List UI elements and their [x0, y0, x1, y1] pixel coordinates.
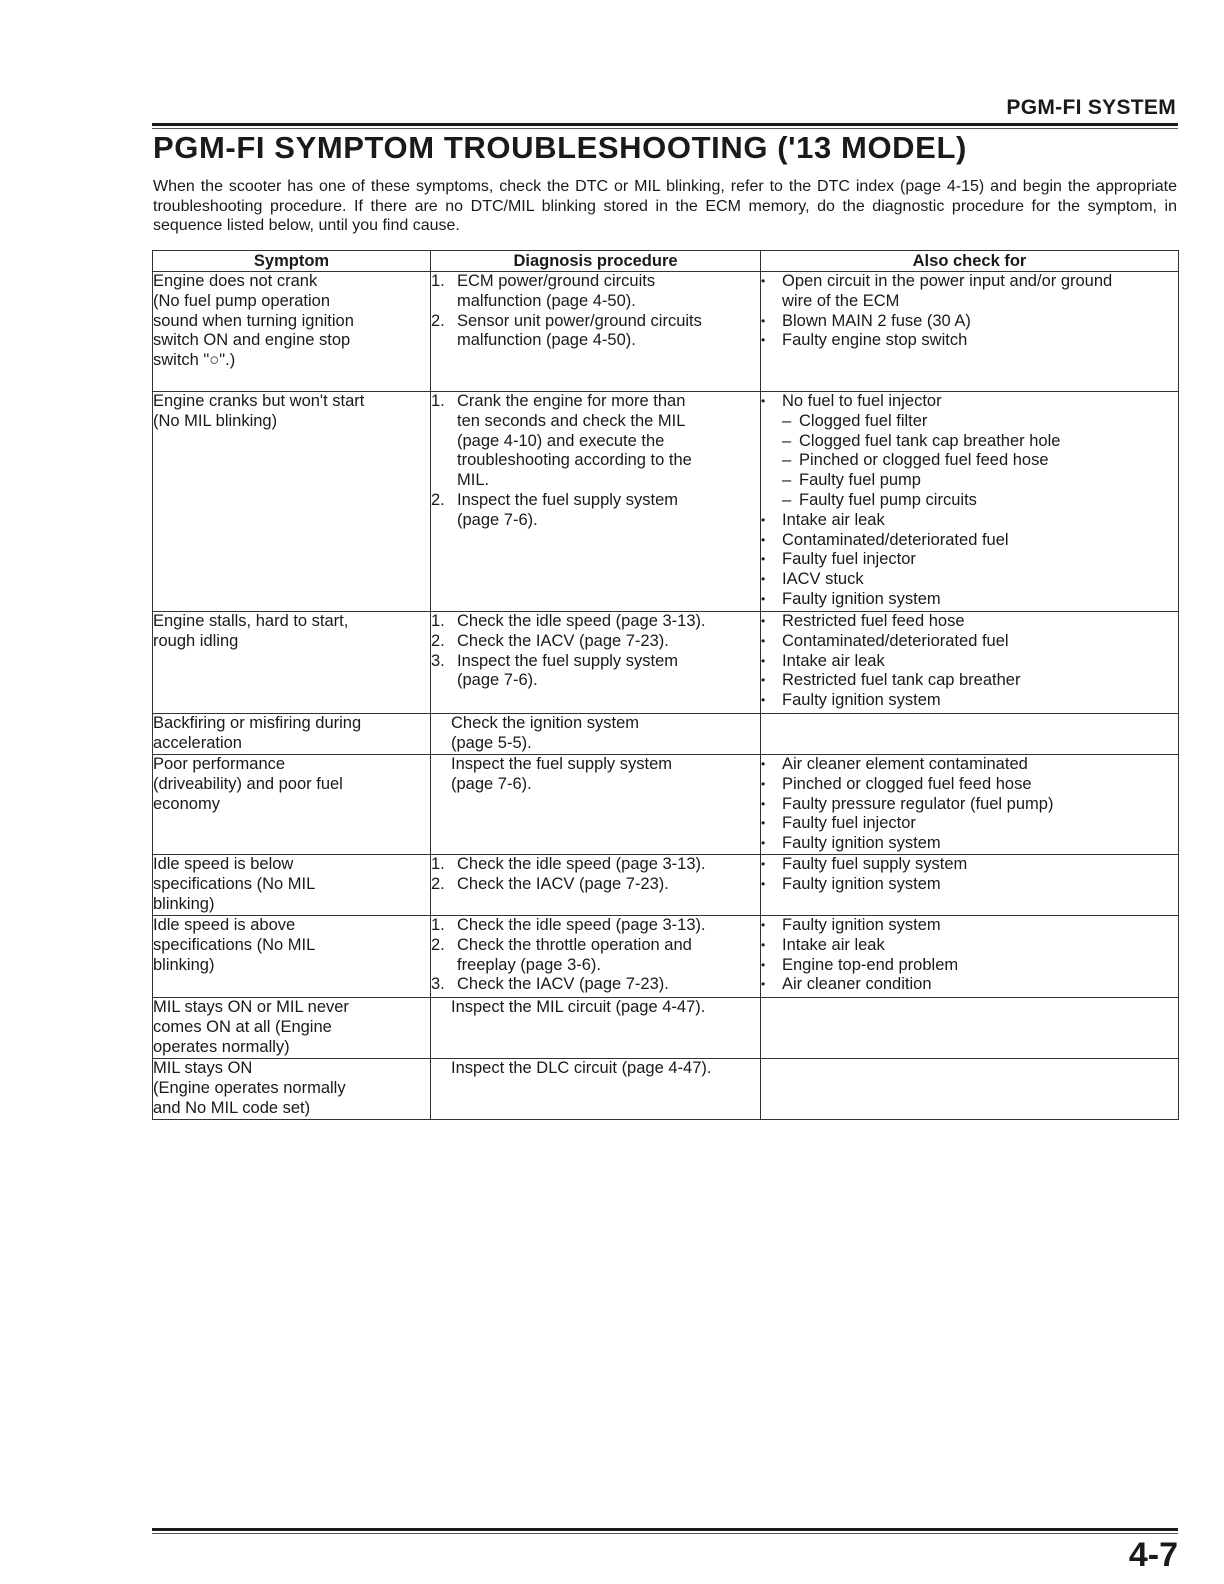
also-check-cell: [761, 612, 1179, 714]
check-item: [761, 775, 1178, 795]
table-row: [153, 272, 1179, 392]
also-check-cell: [761, 755, 1179, 855]
step-number: 2.: [431, 874, 445, 893]
bullet-icon: •: [761, 653, 766, 668]
table-header-row: [153, 251, 1179, 272]
bullet-icon: •: [761, 836, 766, 851]
bullet-icon: •: [761, 857, 766, 871]
check-item-text: Faulty fuel injector: [782, 550, 916, 569]
check-item: [761, 795, 1178, 815]
diagnosis-step: [431, 392, 760, 491]
symptom-cell: Engine stalls, hard to start, rough idling: [153, 612, 431, 714]
bullet-icon: •: [761, 957, 766, 972]
check-item: [761, 956, 1178, 976]
step-number: 2.: [431, 311, 445, 330]
diagnosis-cell: [431, 916, 761, 998]
bullet-icon: •: [761, 918, 766, 932]
table-row: [153, 855, 1179, 916]
check-item: [761, 612, 1178, 632]
check-item-text: Pinched or clogged fuel feed hose: [782, 774, 1032, 793]
bullet-icon: •: [761, 591, 766, 606]
check-subitem: [761, 432, 1178, 452]
check-item: [761, 392, 1178, 412]
troubleshooting-table: [152, 250, 1179, 1120]
step-text: Sensor unit power/ground circuits malfunction (page 4-50).: [457, 311, 702, 350]
dash-icon: –: [782, 471, 792, 490]
check-item-text: Air cleaner element contaminated: [782, 755, 1028, 773]
bullet-icon: •: [761, 796, 766, 811]
check-item: [761, 975, 1178, 995]
check-item-text: Blown MAIN 2 fuse (30 A): [782, 311, 971, 330]
check-item-text: Engine top-end problem: [782, 955, 959, 974]
table-row: [153, 998, 1179, 1059]
header-rule-thin: [152, 128, 1178, 129]
check-item-text: Intake air leak: [782, 935, 885, 954]
bullet-icon: •: [761, 977, 766, 992]
check-item: [761, 272, 1178, 312]
check-item: [761, 875, 1178, 895]
also-check-cell: [761, 392, 1179, 612]
also-check-cell: [761, 714, 1179, 755]
also-check-cell: [761, 998, 1179, 1059]
bullet-icon: •: [761, 633, 766, 648]
check-item: [761, 331, 1178, 351]
bullet-icon: •: [761, 512, 766, 527]
bullet-icon: •: [761, 816, 766, 831]
symptom-cell: Backfiring or misfiring during acceleration: [153, 714, 431, 755]
check-item-text: Faulty fuel injector: [782, 814, 916, 833]
diagnosis-step: [431, 632, 760, 652]
check-item-text: Faulty ignition system: [782, 834, 941, 853]
symptom-cell: Engine cranks but won't start (No MIL blinking): [153, 392, 431, 612]
step-text: Check the IACV (page 7-23).: [457, 874, 669, 893]
check-item-text: Faulty ignition system: [782, 589, 941, 608]
check-item: [761, 834, 1178, 854]
bullet-icon: •: [761, 532, 766, 547]
table-row: [153, 612, 1179, 714]
page-number: 4-7: [1128, 1536, 1178, 1574]
table-row: [153, 392, 1179, 612]
bullet-icon: •: [761, 673, 766, 688]
check-subitem-text: Faulty fuel pump circuits: [799, 490, 977, 509]
bullet-icon: •: [761, 313, 766, 328]
diagnosis-cell: [431, 1059, 761, 1120]
check-item-text: Intake air leak: [782, 510, 885, 529]
check-item: [761, 550, 1178, 570]
check-subitem-text: Clogged fuel tank cap breather hole: [799, 431, 1061, 450]
bullet-icon: •: [761, 274, 766, 288]
diagnosis-step: [431, 875, 760, 895]
bullet-icon: •: [761, 937, 766, 952]
table-body: [153, 272, 1179, 1120]
bullet-icon: •: [761, 333, 766, 348]
check-subitem: [761, 451, 1178, 471]
footer-rule-thin: [152, 1533, 1178, 1534]
check-item-text: Faulty ignition system: [782, 916, 941, 934]
diagnosis-step: [431, 975, 760, 995]
also-check-cell: [761, 1059, 1179, 1120]
check-item-text: Faulty pressure regulator (fuel pump): [782, 794, 1054, 813]
diagnosis-step: [431, 652, 760, 692]
check-subitem-text: Clogged fuel filter: [799, 411, 928, 430]
step-number: 1.: [431, 392, 445, 410]
symptom-cell: Idle speed is above specifications (No MIL blinking): [153, 916, 431, 998]
check-item-text: Faulty engine stop switch: [782, 331, 968, 350]
step-text: ECM power/ground circuits malfunction (page 4-50).: [457, 272, 656, 310]
step-number: 2.: [431, 631, 445, 650]
check-item: [761, 511, 1178, 531]
step-number: 3.: [431, 651, 445, 670]
symptom-cell: Engine does not crank (No fuel pump operation sound when turning ignition switch ON and engine stop switch "○".): [153, 272, 431, 392]
check-item-text: Restricted fuel tank cap breather: [782, 671, 1021, 690]
check-item: [761, 652, 1178, 672]
diagnosis-step: [431, 936, 760, 976]
table-row: [153, 916, 1179, 998]
bullet-icon: •: [761, 552, 766, 567]
step-number: 2.: [431, 490, 445, 509]
check-item: [761, 590, 1178, 610]
footer-rule: [152, 1528, 1178, 1531]
also-check-cell: [761, 916, 1179, 998]
table-row: [153, 714, 1179, 755]
diagnosis-step: [431, 272, 760, 312]
bullet-icon: •: [761, 876, 766, 891]
check-item-text: Faulty ignition system: [782, 874, 941, 893]
bullet-icon: •: [761, 572, 766, 587]
diagnosis-cell: [431, 612, 761, 714]
step-text: Check the idle speed (page 3-13).: [457, 855, 706, 873]
check-item-text: Faulty ignition system: [782, 691, 941, 710]
diagnosis-step: [431, 491, 760, 531]
diagnosis-text: Inspect the DLC circuit (page 4-47).: [451, 1059, 712, 1077]
diagnosis-cell: [431, 392, 761, 612]
header-symptom: Symptom: [153, 251, 431, 272]
dash-icon: –: [782, 431, 792, 450]
check-item: [761, 691, 1178, 711]
step-number: 1.: [431, 612, 445, 630]
header-rule: [152, 123, 1178, 126]
symptom-cell: MIL stays ON or MIL never comes ON at all (Engine operates normally): [153, 998, 431, 1059]
bullet-icon: •: [761, 614, 766, 628]
dash-icon: –: [782, 451, 792, 470]
dash-icon: –: [782, 411, 792, 430]
step-text: Check the IACV (page 7-23).: [457, 631, 669, 650]
check-item-text: Faulty fuel supply system: [782, 855, 968, 873]
check-item: [761, 632, 1178, 652]
diagnosis-cell: [431, 272, 761, 392]
diagnosis-step: [431, 855, 760, 875]
bullet-icon: •: [761, 394, 766, 408]
check-subitem: [761, 491, 1178, 511]
table-row: [153, 755, 1179, 855]
bullet-icon: •: [761, 693, 766, 708]
check-item: [761, 916, 1178, 936]
header-diagnosis: Diagnosis procedure: [431, 251, 761, 272]
diagnosis-text: Check the ignition system (page 5-5).: [451, 714, 640, 752]
bullet-icon: •: [761, 757, 766, 771]
step-number: 2.: [431, 935, 445, 954]
check-item-text: Air cleaner condition: [782, 975, 932, 994]
bullet-icon: •: [761, 776, 766, 791]
check-subitem: [761, 412, 1178, 432]
check-item: [761, 312, 1178, 332]
check-item-text: Restricted fuel feed hose: [782, 612, 965, 630]
symptom-cell: MIL stays ON (Engine operates normally and No MIL code set): [153, 1059, 431, 1120]
check-item: [761, 814, 1178, 834]
check-item-text: Contaminated/deteriorated fuel: [782, 530, 1009, 549]
check-subitem-text: Pinched or clogged fuel feed hose: [799, 451, 1049, 470]
step-text: Check the throttle operation and freeplay (page 3-6).: [457, 935, 692, 974]
diagnosis-step: [431, 916, 760, 936]
symptom-cell: Idle speed is below specifications (No MIL blinking): [153, 855, 431, 916]
diagnosis-step: [431, 612, 760, 632]
diagnosis-cell: [431, 714, 761, 755]
check-item-text: Intake air leak: [782, 651, 885, 670]
step-text: Inspect the fuel supply system (page 7-6).: [457, 490, 679, 529]
header-also-check: Also check for: [761, 251, 1179, 272]
step-number: 1.: [431, 272, 445, 290]
also-check-cell: [761, 272, 1179, 392]
check-item: [761, 855, 1178, 875]
step-text: Check the IACV (page 7-23).: [457, 975, 669, 994]
symptom-cell: Poor performance (driveability) and poor fuel economy: [153, 755, 431, 855]
check-item: [761, 531, 1178, 551]
step-number: 3.: [431, 975, 445, 994]
page-title: PGM-FI SYMPTOM TROUBLESHOOTING ('13 MODEL): [153, 130, 967, 165]
check-item-text: Contaminated/deteriorated fuel: [782, 631, 1009, 650]
diagnosis-text: Inspect the fuel supply system (page 7-6).: [451, 755, 673, 793]
check-item: [761, 570, 1178, 590]
check-item-text: Open circuit in the power input and/or ground wire of the ECM: [782, 272, 1113, 310]
diagnosis-step: [431, 312, 760, 352]
section-header: PGM-FI SYSTEM: [1006, 96, 1176, 119]
check-subitem-text: Faulty fuel pump: [799, 471, 921, 490]
step-number: 1.: [431, 916, 445, 934]
check-item-text: No fuel to fuel injector: [782, 392, 942, 410]
step-text: Crank the engine for more than ten seconds and check the MIL (page 4-10) and execute the troubleshooting according to the MIL.: [457, 392, 692, 490]
diagnosis-text: Inspect the MIL circuit (page 4-47).: [451, 998, 706, 1016]
check-item-text: IACV stuck: [782, 570, 864, 589]
step-text: Check the idle speed (page 3-13).: [457, 916, 706, 934]
also-check-cell: [761, 855, 1179, 916]
diagnosis-cell: [431, 998, 761, 1059]
intro-paragraph: When the scooter has one of these symptoms, check the DTC or MIL blinking, refer to the DTC index (page 4-15) and begin the appropriate troubleshooting procedure. If there are no DTC/MIL blinking stored in the ECM memory, do the diagnostic procedure for the symptom, in sequence listed below, until you find cause.: [153, 178, 1177, 234]
dash-icon: –: [782, 490, 792, 509]
step-text: Inspect the fuel supply system (page 7-6).: [457, 651, 679, 690]
check-item: [761, 671, 1178, 691]
check-subitem: [761, 471, 1178, 491]
check-item: [761, 936, 1178, 956]
diagnosis-cell: [431, 755, 761, 855]
table-row: [153, 1059, 1179, 1120]
check-item: [761, 755, 1178, 775]
diagnosis-cell: [431, 855, 761, 916]
step-number: 1.: [431, 855, 445, 873]
step-text: Check the idle speed (page 3-13).: [457, 612, 706, 630]
